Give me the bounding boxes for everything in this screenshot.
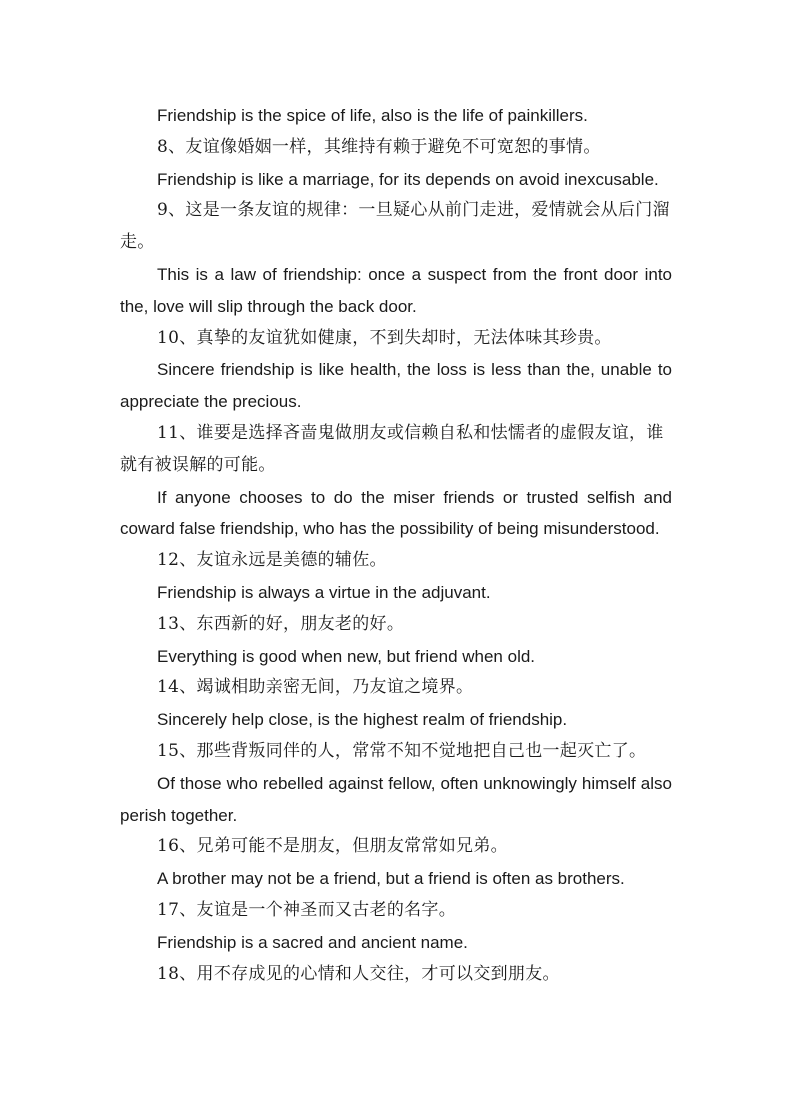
paragraph-chinese: 17、友谊是一个神圣而又古老的名字。: [157, 899, 457, 920]
paragraph-chinese: 18、用不存成见的心情和人交往，才可以交到朋友。: [157, 963, 560, 984]
paragraph-chinese: 12、友谊永远是美德的辅佐。: [157, 550, 387, 571]
paragraph-chinese: 10、真挚的友谊犹如健康，不到失却时，无法体味其珍贵。: [157, 327, 612, 348]
paragraph-english: A brother may not be a friend, but a friend is often as brothers.: [157, 869, 625, 889]
paragraph-chinese: 11、谁要是选择吝啬鬼做朋友或信赖自私和怯懦者的虚假友谊，谁就有被误解的可能。: [120, 422, 664, 475]
paragraph-english: This is a law of friendship: once a suspect from the front door into the, love will slip through the back door.: [120, 264, 672, 316]
paragraph-english: Of those who rebelled against fellow, often unknowingly himself also perish together.: [120, 773, 672, 825]
paragraph-chinese: 13、东西新的好，朋友老的好。: [157, 613, 405, 634]
document-page: [120, 100, 672, 990]
paragraph-chinese: 14、竭诚相助亲密无间，乃友谊之境界。: [157, 677, 474, 698]
paragraph-english: Friendship is always a virtue in the adjuvant.: [157, 582, 491, 602]
paragraph-chinese: 8、友谊像婚姻一样，其维持有赖于避免不可宽恕的事情。: [157, 136, 601, 157]
paragraph-english: Friendship is a sacred and ancient name.: [157, 932, 468, 952]
paragraph-english: Sincere friendship is like health, the loss is less than the, unable to appreciate the precious.: [120, 360, 672, 412]
paragraph-chinese: 9、这是一条友谊的规律：一旦疑心从前门走进，爱情就会从后门溜走。: [120, 200, 670, 253]
paragraph-english: If anyone chooses to do the miser friends or trusted selfish and coward false friendship, who has the possibility of being misunderstood.: [120, 487, 672, 539]
paragraph-english: Everything is good when new, but friend when old.: [157, 646, 536, 666]
paragraph-english: Sincerely help close, is the highest realm of friendship.: [157, 710, 568, 730]
paragraph-english: Friendship is like a marriage, for its depends on avoid inexcusable.: [157, 169, 659, 189]
paragraph-chinese: 16、兄弟可能不是朋友，但朋友常常如兄弟。: [157, 836, 508, 857]
paragraph-chinese: 15、那些背叛同伴的人，常常不知不觉地把自己也一起灭亡了。: [157, 740, 647, 761]
paragraph-english: Friendship is the spice of life, also is the life of painkillers.: [157, 106, 588, 125]
